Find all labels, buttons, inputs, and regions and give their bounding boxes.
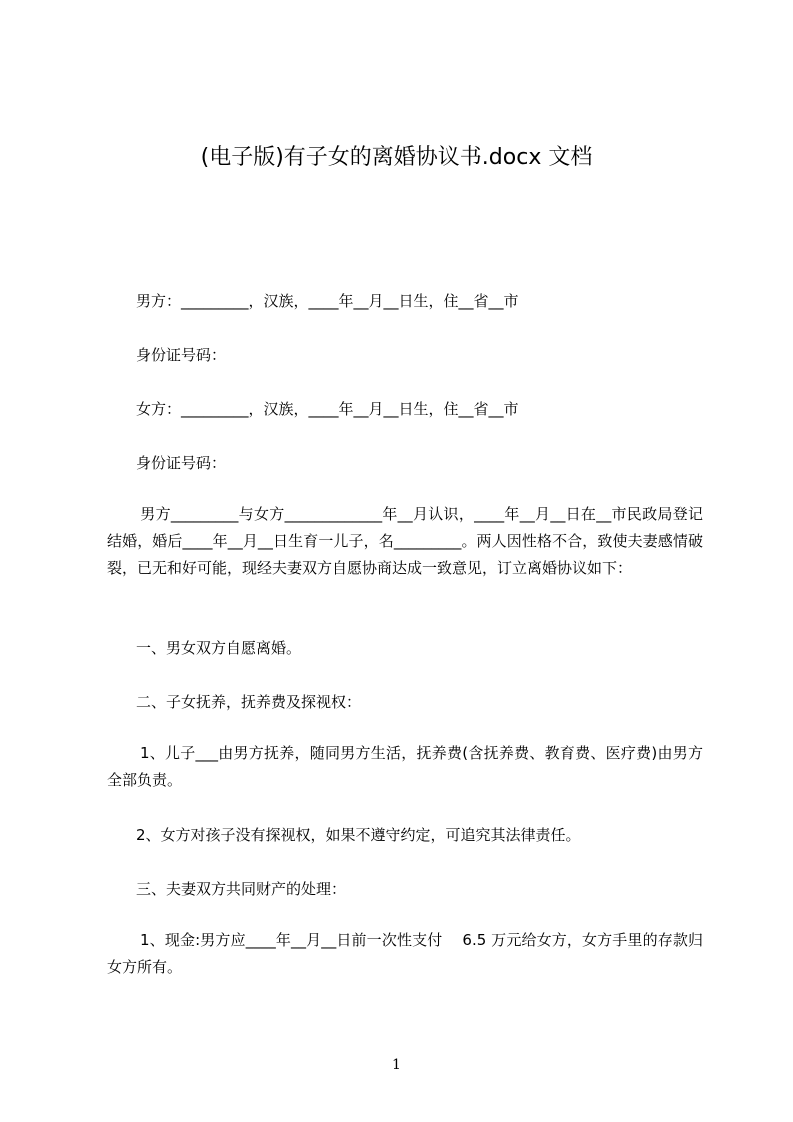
male-id-line: 身份证号码： [136,346,227,364]
item-3-1-text: 1、现金:男方应____年__月__日前一次性支付 6.5 万元给女方，女方手里的存款归女方所有。 [107,931,703,976]
item-2-1-paragraph [107,740,703,794]
female-id-line: 身份证号码： [136,454,227,472]
male-party-line: 男方：_________，汉族，____年__月__日生，住__省__市 [136,292,519,310]
female-party-line: 女方：_________，汉族，____年__月__日生，住__省__市 [136,400,519,418]
section-2-heading: 二、子女抚养，抚养费及探视权： [136,693,362,711]
document-title: (电子版)有子女的离婚协议书.docx 文档 [200,145,593,170]
item-2-2-line: 2、女方对孩子没有探视权，如果不遵守约定，可追究其法律责任。 [136,826,581,844]
item-3-1-paragraph [107,927,703,981]
intro-text: 男方_________与女方_____________年__月认识，____年__月__日在__市民政局登记结婚，婚后____年__月__日生育一儿子，名_________。两人因性格不合，致使夫妻感情破裂，已无和好可能，现经夫妻双方自愿协商达成一致意见，订立离婚协议如下： [107,505,703,577]
section-3-heading: 三、夫妻双方共同财产的处理： [136,880,347,898]
intro-paragraph [107,501,703,582]
item-2-1-text: 1、儿子___由男方抚养，随同男方生活，抚养费(含抚养费、教育费、医疗费)由男方全部负责。 [107,744,703,789]
page-number: 1 [392,1057,401,1073]
section-1-heading: 一、男女双方自愿离婚。 [136,639,302,657]
